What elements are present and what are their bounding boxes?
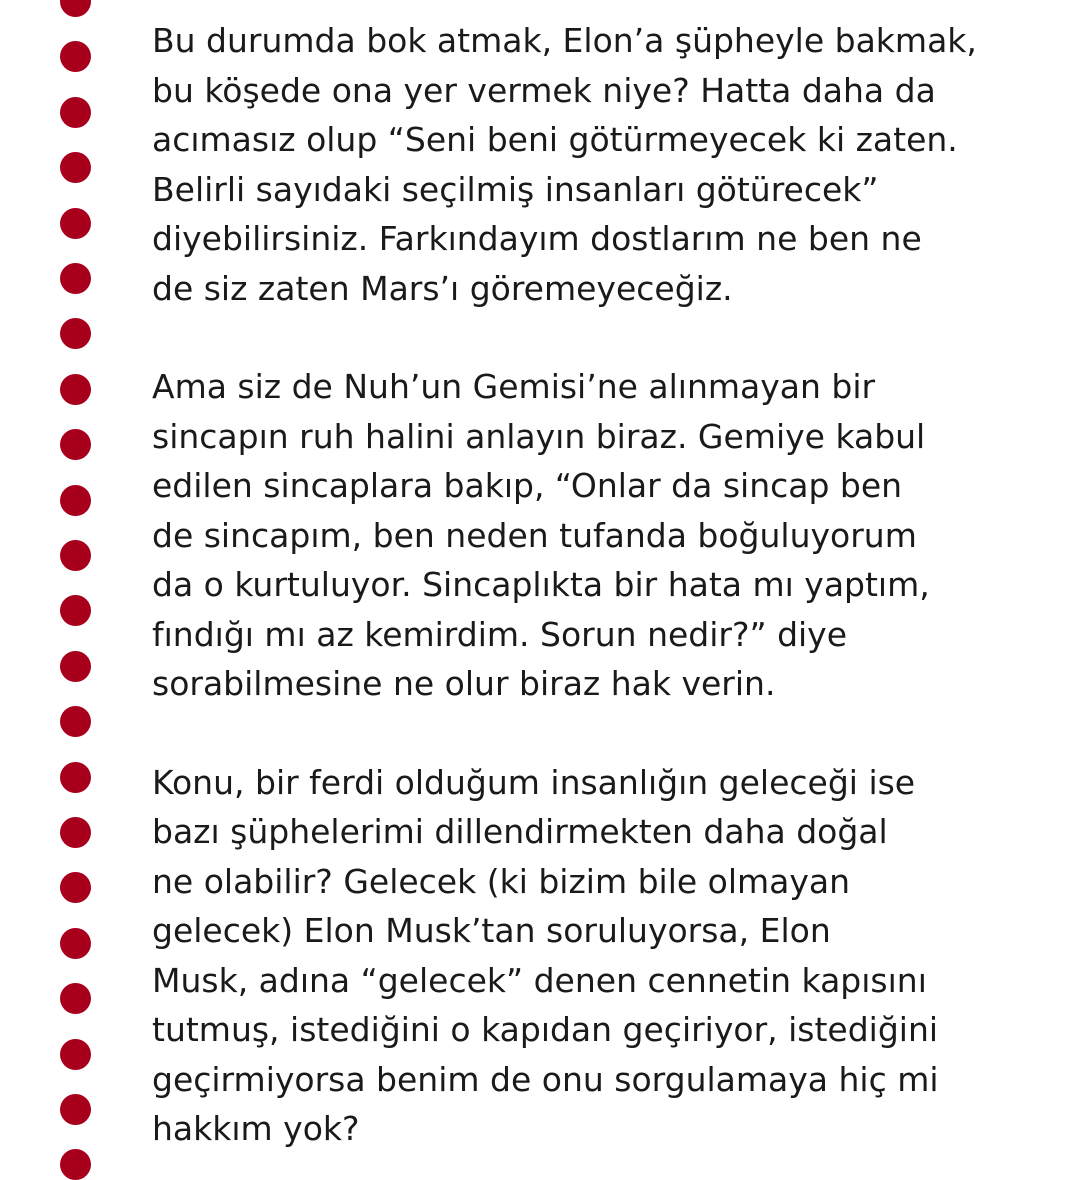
dotted-margin-border (0, 0, 140, 1154)
margin-dot (60, 263, 91, 294)
margin-dot (60, 540, 91, 571)
margin-dot (60, 983, 91, 1014)
margin-dot (60, 208, 91, 239)
margin-dot (60, 762, 91, 793)
margin-dot (60, 97, 91, 128)
margin-dot (60, 595, 91, 626)
paragraph-3: Konu, bir ferdi olduğum insanlığın geleceği ise bazı şüphelerimi dillendirmekten daha doğal ne olabilir? Gelecek (ki bizim bile olmayan gelecek) Elon Musk’tan soruluyorsa, Elon Musk, adına “gelecek” denen cennetin kapısını tutmuş, istediğini o kapıdan geçiriyor, istediğini geçirmiyorsa benim de onu sorgulamaya hiç mi hakkım yok? (152, 762, 939, 1148)
margin-dot (60, 1039, 91, 1070)
margin-dot (60, 318, 91, 349)
margin-dot (60, 817, 91, 848)
margin-dot (60, 152, 91, 183)
margin-dot (60, 429, 91, 460)
margin-dot (60, 651, 91, 682)
margin-dot (60, 1094, 91, 1125)
margin-dot (60, 928, 91, 959)
article-text (152, 16, 1052, 1154)
margin-dot (60, 872, 91, 903)
margin-dot (60, 706, 91, 737)
paragraph-2: Ama siz de Nuh’un Gemisi’ne alınmayan bir sincapın ruh halini anlayın biraz. Gemiye kabul edilen sincaplara bakıp, “Onlar da sincap ben de sincapım, ben neden tufanda boğuluyorum da o kurtuluyor. Sincaplıkta bir hata mı yaptım, fındığı mı az kemirdim. Sorun nedir?” diye sorabilmesine ne olur biraz hak verin. (152, 367, 930, 703)
margin-dot (60, 485, 91, 516)
margin-dot (60, 0, 91, 17)
margin-dot (60, 41, 91, 72)
margin-dot (60, 374, 91, 405)
paragraph-1: Bu durumda bok atmak, Elon’a şüpheyle bakmak, bu köşede ona yer vermek niye? Hatta daha da acımasız olup “Seni beni götürmeyecek ki zaten. Belirli sayıdaki seçilmiş insanları götürecek” diyebilirsiniz. Farkındayım dostlarım ne ben ne de siz zaten Mars’ı göremeyeceğiz. (152, 21, 977, 308)
